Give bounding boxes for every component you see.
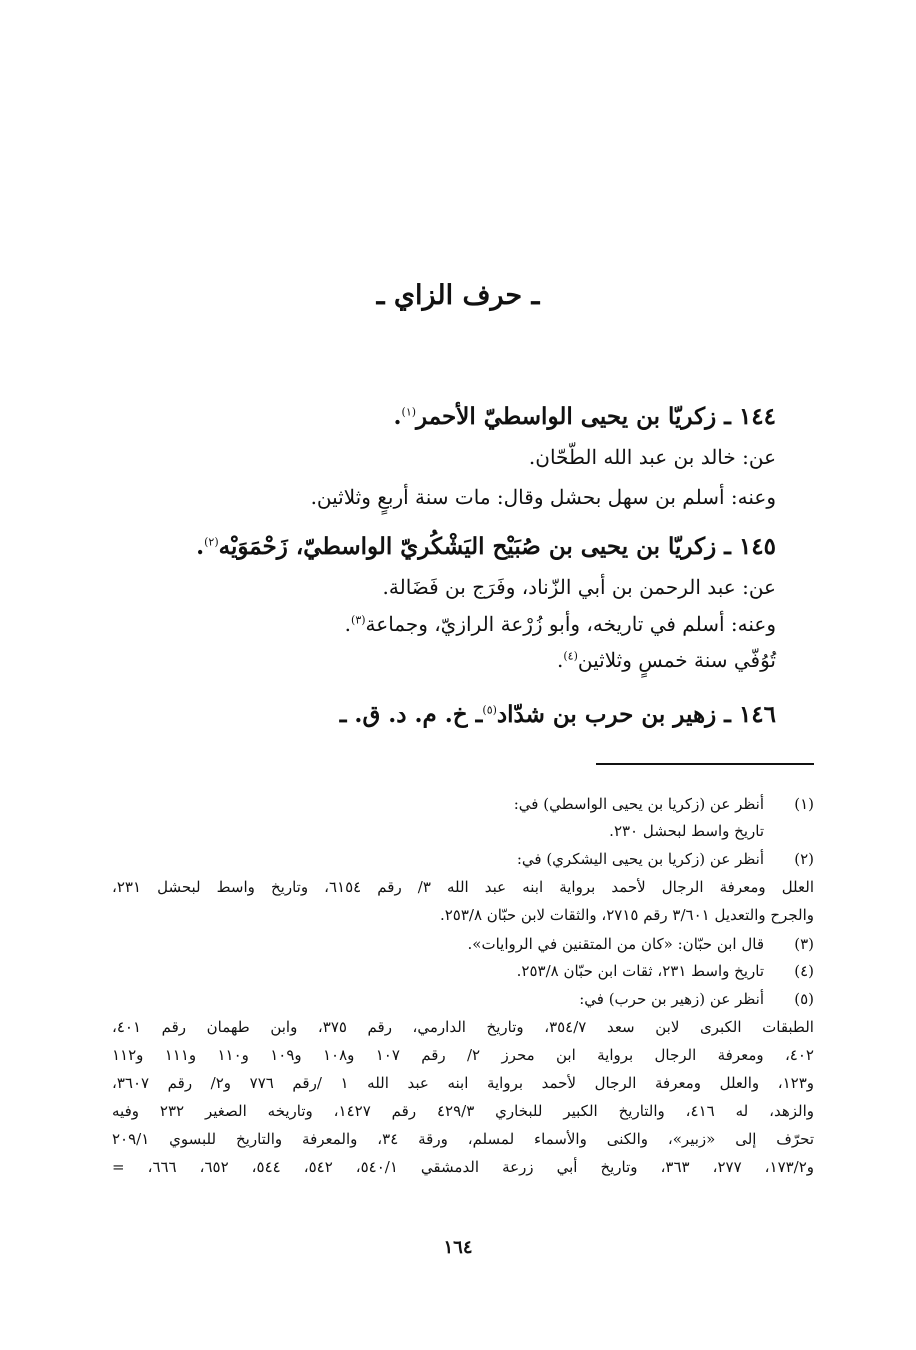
entry-144-line: وعنه: أسلم بن سهل بحشل وقال: مات سنة أربعٍ وثلاثين. <box>310 485 776 509</box>
footnote-number: (٥) <box>794 990 814 1008</box>
entry-line-text: تُوُفّي سنة خمسٍ وثلاثين <box>577 648 776 672</box>
entry-line-end: . <box>344 612 352 636</box>
entry-145-line: عن: عبد الرحمن بن أبي الزّناد، وفَرَج بن فَضَالة. <box>382 575 776 599</box>
footnote-text: ٤٠٢، ومعرفة الرجال برواية ابن محرز ٢/ رقم ١٠٧ و١٠٨ و١٠٩ و١١٠ و١١١ و١١٢ <box>112 1046 814 1064</box>
footnote-text: و١٧٣/٢، ٢٧٧، ٣٦٣، وتاريخ أبي زرعة الدمشقي ٥٤٠/١، ٥٤٢، ٥٤٤، ٦٥٢، ٦٦٦، = <box>112 1158 815 1176</box>
footnote-text: والجرح والتعديل ٣/٦٠١ رقم ٢٧١٥، والثقات لابن حبّان ٢٥٣/٨. <box>439 906 814 924</box>
footnote-number: (١) <box>794 795 814 813</box>
entry-145-line <box>557 648 776 672</box>
footnote-text: العلل ومعرفة الرجال لأحمد برواية ابنه عبد الله ٣/ رقم ٦١٥٤، وتاريخ واسط لبحشل ٢٣١، <box>112 878 814 896</box>
entry-145-line <box>345 612 776 636</box>
footnote-number: (٢) <box>794 850 814 868</box>
footnote-text: تاريخ واسط ٢٣١، ثقات ابن حبّان ٢٥٣/٨. <box>516 962 764 980</box>
entry-heading-text: ١٤٥ ـ زكريّا بن يحيى بن صُبَيْح اليَشْكُريّ الواسطيّ، زَحْمَوَيْه <box>218 533 776 560</box>
footnote-text: تحرّف إلى «زبير»، والكنى والأسماء لمسلم، ورقة ٣٤، والمعرفة والتاريخ للبسوي ٢٠٩/١ <box>112 1130 814 1148</box>
entry-145-heading <box>196 533 776 560</box>
footnote-text: قال ابن حبّان: «كان من المتقنين في الروايات». <box>467 935 764 953</box>
footnote-marker: (٢) <box>204 535 219 549</box>
entry-heading-text: ١٤٤ ـ زكريّا بن يحيى الواسطيّ الأحمر <box>416 403 776 430</box>
footnote-text: الطبقات الكبرى لابن سعد ٣٥٤/٧، وتاريخ الدارمي، رقم ٣٧٥، وابن طهمان رقم ٤٠١، <box>112 1018 814 1036</box>
entry-144-line: عن: خالد بن عبد الله الطّحّان. <box>528 445 776 469</box>
footnote-text: أنظر عن (زهير بن حرب) في: <box>579 990 764 1008</box>
footnote-number: (٤) <box>794 962 814 980</box>
footnote-text: تاريخ واسط لبحشل ٢٣٠. <box>609 822 764 840</box>
footnote-text: أنظر عن (زكريا بن يحيى الواسطي) في: <box>513 795 764 813</box>
entry-heading-end: ـ خ. م. د. ق. ـ <box>339 701 483 728</box>
entry-heading-end: . <box>393 403 402 430</box>
entry-heading-end: . <box>196 533 205 560</box>
footnote-number: (٣) <box>794 935 814 953</box>
chapter-title: ـ حرف الزاي ـ <box>376 280 540 311</box>
footnote-text: والزهد، له ٤١٦، والتاريخ الكبير للبخاري ٤٢٩/٣ رقم ١٤٢٧، وتاريخه الصغير ٢٣٢ وفيه <box>112 1102 814 1120</box>
footnote-text: و١٢٣، والعلل ومعرفة الرجال لأحمد برواية ابنه عبد الله ١ /رقم ٧٧٦ و٢/ رقم ٣٦٠٧، <box>112 1074 814 1092</box>
footnote-text: أنظر عن (زكريا بن يحيى اليشكري) في: <box>516 850 764 868</box>
footnote-marker: (٤) <box>563 649 578 663</box>
entry-line-end: . <box>557 648 564 672</box>
entry-line-text: وعنه: أسلم في تاريخه، وأبو زُرْعة الرازيّ، وجماعة <box>365 612 776 636</box>
footnote-marker: (٣) <box>351 613 366 627</box>
footnote-marker: (٥) <box>482 703 497 717</box>
footnote-separator <box>596 763 814 765</box>
entry-146-heading <box>340 701 776 728</box>
entry-144-heading <box>394 403 777 430</box>
page-number: ١٦٤ <box>443 1237 473 1258</box>
entry-heading-text: ١٤٦ ـ زهير بن حرب بن شدّاد <box>496 701 776 728</box>
footnote-marker: (١) <box>401 405 417 419</box>
